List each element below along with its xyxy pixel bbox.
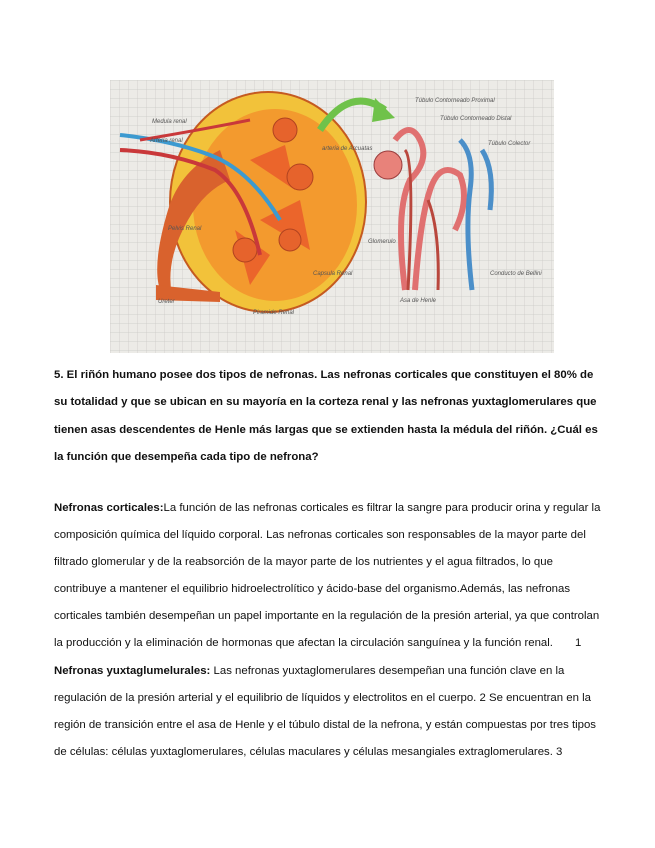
- answer-yuxtaglomerulares-text: Las nefronas yuxtaglomerulares desempeñan una función clave en la regulación de la presión arterial y el equilibrio de líquidos y electrolitos en el cuerpo. 2 Se encuentran en la región de transición entre el asa de Henle y el túbulo distal de la nefrona, y están compuestas por tres tipos de células: células yuxtaglomerulares, células maculares y células mesangiales extraglomerulares. 3: [54, 664, 597, 758]
- label-pelvis: Pelvis Renal: [168, 226, 202, 232]
- label-conducto-bellini: Conducto de Bellini: [490, 271, 542, 277]
- question-text: 5. El riñón humano posee dos tipos de nefronas. Las nefronas corticales que constituyen el 80% de su totalidad y que se ubican en su mayoría en la corteza renal y las nefronas yuxtaglomerulares que tienen asas descendentes de Henle más largas que se extienden hasta la médula del riñón. ¿Cuál es la función que desempeña cada tipo de nefrona?: [54, 369, 598, 463]
- label-tubulo-colector: Túbulo Colector: [488, 141, 531, 147]
- answer-corticales: [54, 495, 606, 658]
- label-glomerulo: Glomerulo: [368, 239, 396, 245]
- answer-yuxtaglomerulares: [54, 658, 606, 766]
- answer-corticales-text: La función de las nefronas corticales es filtrar la sangre para producir orina y regular la composición química del líquido corporal. Las nefronas corticales son responsables de la mayor parte del filtrado glomerular y de la reabsorción de la mayor parte de los nutrientes y el agua filtrados, lo que contribuye a mantener el equilibrio hidroelectrolítico y ácido-base del organismo.Además, las nefronas corticales también desempeñan un papel importante en la regulación de la presión arterial, ya que controlan la producción y la eliminación de hormonas que afectan la circulación sanguínea y la función renal.: [54, 502, 601, 650]
- label-arteria-arcuata: arteria de Arcuatas: [322, 146, 373, 152]
- label-piramide: Piramide Renal: [253, 310, 295, 316]
- label-medula: Medula renal: [152, 119, 187, 125]
- label-tubulo-proximal: Túbulo Contorneado Proximal: [415, 98, 495, 104]
- label-tubulo-distal: Túbulo Contorneado Distal: [440, 116, 512, 122]
- answer-corticales-label: Nefronas corticales:: [54, 502, 164, 514]
- answer-section: [54, 495, 606, 766]
- answer-corticales-ref: 1: [574, 637, 582, 650]
- label-ureter: Ureter: [158, 299, 175, 305]
- label-capsula: Capsula Renal: [313, 271, 353, 277]
- label-arteria-renal: Arteria renal: [150, 138, 183, 144]
- answer-yuxtaglomerulares-label: Nefronas yuxtaglumelurales:: [54, 664, 211, 677]
- kidney-nephron-drawing: [110, 80, 554, 353]
- label-asa-henle: Asa de Henle: [400, 298, 437, 304]
